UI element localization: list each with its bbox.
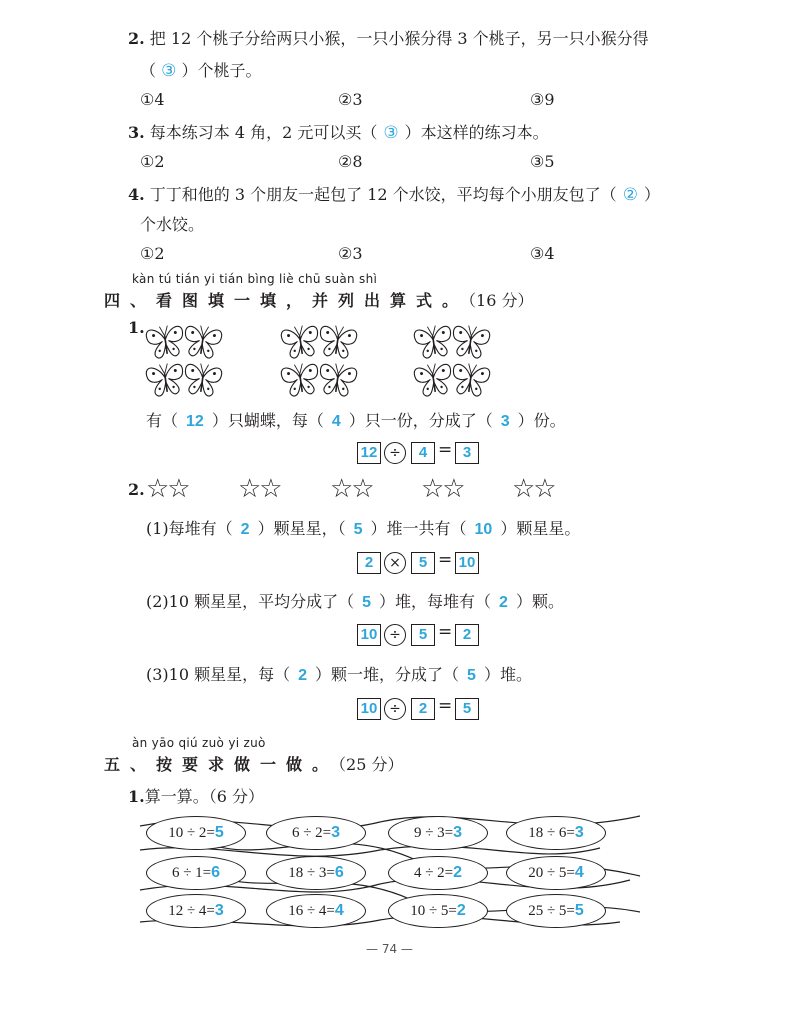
oval-3-question: 9 ÷ 3= <box>413 825 454 841</box>
oval-8 <box>506 856 606 890</box>
oval-4-question: 18 ÷ 6= <box>528 825 575 841</box>
s4q2-p3-text-1: (3)10 颗星星，每（ <box>146 665 291 684</box>
oval-3-answer: 3 <box>453 824 463 841</box>
section4-score: （16 分） <box>468 291 534 310</box>
q4-number: 4. <box>128 185 145 204</box>
s4q1-answer-2: 4 <box>331 413 341 430</box>
s4q1-eq-result: 3 <box>455 442 479 464</box>
section5-score: （25 分） <box>338 755 404 774</box>
q3-option-1: ①2 <box>140 152 165 171</box>
s4q1-eq-operator: ÷ <box>384 442 406 464</box>
s5q1-number: 1. <box>128 787 145 806</box>
q4-paren-close: ） <box>643 185 660 204</box>
s4q2-eq1-a: 2 <box>357 552 381 574</box>
oval-7-answer: 2 <box>453 864 463 881</box>
s4q2-p2-answer-1: 5 <box>362 594 372 611</box>
q2-text: 把 12 个桃子分给两只小猴，一只小猴分得 3 个桃子，另一只小猴分得 <box>149 29 649 48</box>
oval-5-question: 6 ÷ 1= <box>171 865 212 881</box>
oval-9-answer: 3 <box>214 902 224 919</box>
s4q2-eq2-operator: ÷ <box>384 624 406 646</box>
s4q2-eq3-operator: ÷ <box>384 698 406 720</box>
oval-6-question: 18 ÷ 3= <box>288 865 335 881</box>
s4q1-eq-equals: = <box>438 440 453 460</box>
s4q2-eq3-a: 10 <box>357 698 381 720</box>
s4q2-eq2-result: 2 <box>455 624 479 646</box>
oval-11-question: 10 ÷ 5= <box>410 903 457 919</box>
oval-5 <box>146 856 246 890</box>
s4q1-eq-divisor: 4 <box>411 442 435 464</box>
oval-2-answer: 3 <box>331 824 341 841</box>
q3-option-3: ③5 <box>530 152 555 171</box>
oval-8-question: 20 ÷ 5= <box>528 865 575 881</box>
s4q2-eq3-result: 5 <box>455 698 479 720</box>
oval-1 <box>146 816 246 850</box>
oval-10 <box>266 894 366 928</box>
oval-9 <box>146 894 246 928</box>
q4-option-3: ③4 <box>530 244 555 263</box>
star-pile-4: ☆☆ <box>421 474 464 504</box>
oval-11 <box>388 894 488 928</box>
q3-option-2: ②8 <box>338 152 363 171</box>
q2-number: 2. <box>128 29 145 48</box>
oval-4 <box>506 816 606 850</box>
s4q1-text-4: ）份。 <box>517 411 566 430</box>
oval-1-answer: 5 <box>214 824 224 841</box>
q4-line2: 个水饺。 <box>140 215 205 234</box>
s4q1-text-2: ）只蝴蝶，每（ <box>211 411 324 430</box>
s4q2-p2-text-2: ）堆，每堆有（ <box>379 592 492 611</box>
s4q2-eq3-equals: = <box>438 696 453 716</box>
s4q2-eq2-a: 10 <box>357 624 381 646</box>
q4-answer: ② <box>622 185 638 205</box>
oval-12 <box>506 894 606 928</box>
s4q2-p1-answer-2: 5 <box>353 521 363 538</box>
q3-text-after: ）本这样的练习本。 <box>404 123 549 142</box>
s4q2-p1-answer-3: 10 <box>474 521 493 538</box>
s4q2-p2-text-3: ）颗。 <box>515 592 564 611</box>
oval-6 <box>266 856 366 890</box>
s4q2-p1-text-1: (1)每堆有（ <box>146 519 233 538</box>
oval-10-answer: 4 <box>334 902 344 919</box>
oval-2 <box>266 816 366 850</box>
section5-pinyin: àn yāo qiú zuò yi zuò <box>132 736 266 750</box>
oval-12-answer: 5 <box>574 902 584 919</box>
oval-11-answer: 2 <box>456 902 466 919</box>
s4q1-answer-3: 3 <box>500 413 510 430</box>
s5q1-title: 算一算。（6 分） <box>144 787 264 806</box>
oval-7-question: 4 ÷ 2= <box>413 865 454 881</box>
s4q2-eq2-equals: = <box>438 622 453 642</box>
s4q2-p3-answer-1: 2 <box>298 667 308 684</box>
oval-4-answer: 3 <box>574 824 584 841</box>
oval-12-question: 25 ÷ 5= <box>528 903 575 919</box>
q3-answer: ③ <box>383 123 399 143</box>
s4q2-eq1-result: 10 <box>455 552 479 574</box>
s4q2-p3-text-3: ）堆。 <box>483 665 532 684</box>
star-pile-2: ☆☆ <box>238 474 281 504</box>
q2-answer: ③ <box>161 61 177 81</box>
star-pile-5: ☆☆ <box>512 474 555 504</box>
s4q1-eq-dividend: 12 <box>357 442 381 464</box>
s4q2-p1-text-2: ）颗星星，（ <box>257 519 346 538</box>
q2-paren-close: ）个桃子。 <box>181 61 262 80</box>
s4q2-p1-text-4: ）颗星星。 <box>500 519 581 538</box>
q2-option-3: ③9 <box>530 90 555 109</box>
section5-title: 五、按要求做一做。 <box>104 755 339 774</box>
oval-1-question: 10 ÷ 2= <box>168 825 215 841</box>
oval-10-question: 16 ÷ 4= <box>288 903 335 919</box>
s4q1-number: 1. <box>128 318 145 337</box>
s4q2-p2-answer-2: 2 <box>499 594 508 611</box>
s4q2-p3-answer-2: 5 <box>467 667 476 684</box>
s4q2-eq1-equals: = <box>438 550 453 570</box>
oval-7 <box>388 856 488 890</box>
star-pile-1: ☆☆ <box>146 474 189 504</box>
q4-option-2: ②3 <box>338 244 363 263</box>
oval-2-question: 6 ÷ 2= <box>291 825 332 841</box>
s4q1-text-1: 有（ <box>146 411 179 430</box>
oval-6-answer: 6 <box>334 864 344 881</box>
s4q2-eq2-b: 5 <box>411 624 435 646</box>
s4q2-eq1-b: 5 <box>411 552 435 574</box>
page-number: — 74 — <box>366 942 413 956</box>
s4q2-p2-text-1: (2)10 颗星星，平均分成了（ <box>146 592 355 611</box>
q4-option-1: ①2 <box>140 244 165 263</box>
q3-number: 3. <box>128 123 145 142</box>
s4q2-p1-answer-1: 2 <box>240 521 250 538</box>
q4-text-before: 丁丁和他的 3 个朋友一起包了 12 个水饺，平均每个小朋友包了（ <box>149 185 617 204</box>
section4-pinyin: kàn tú tián yi tián bìng liè chū suàn shì <box>132 272 378 286</box>
s4q2-p3-text-2: ）颗一堆，分成了（ <box>315 665 460 684</box>
q2-option-2: ②3 <box>338 90 363 109</box>
oval-8-answer: 4 <box>574 864 584 881</box>
s4q2-number: 2. <box>128 480 145 499</box>
s4q1-answer-1: 12 <box>186 413 204 430</box>
oval-5-answer: 6 <box>211 864 221 881</box>
s4q2-eq1-operator: × <box>384 552 406 574</box>
section4-title: 四、看图填一填，并列出算式。 <box>104 291 469 310</box>
oval-9-question: 12 ÷ 4= <box>168 903 215 919</box>
s4q2-eq3-b: 2 <box>411 698 435 720</box>
star-pile-3: ☆☆ <box>330 474 373 504</box>
s4q2-p1-text-3: ）堆一共有（ <box>370 519 467 538</box>
oval-3 <box>388 816 488 850</box>
q3-text-before: 每本练习本 4 角，2 元可以买（ <box>149 123 378 142</box>
q2-option-1: ①4 <box>140 90 165 109</box>
s4q1-text-3: ）只一份，分成了（ <box>348 411 493 430</box>
q2-paren-open: （ <box>140 61 157 80</box>
